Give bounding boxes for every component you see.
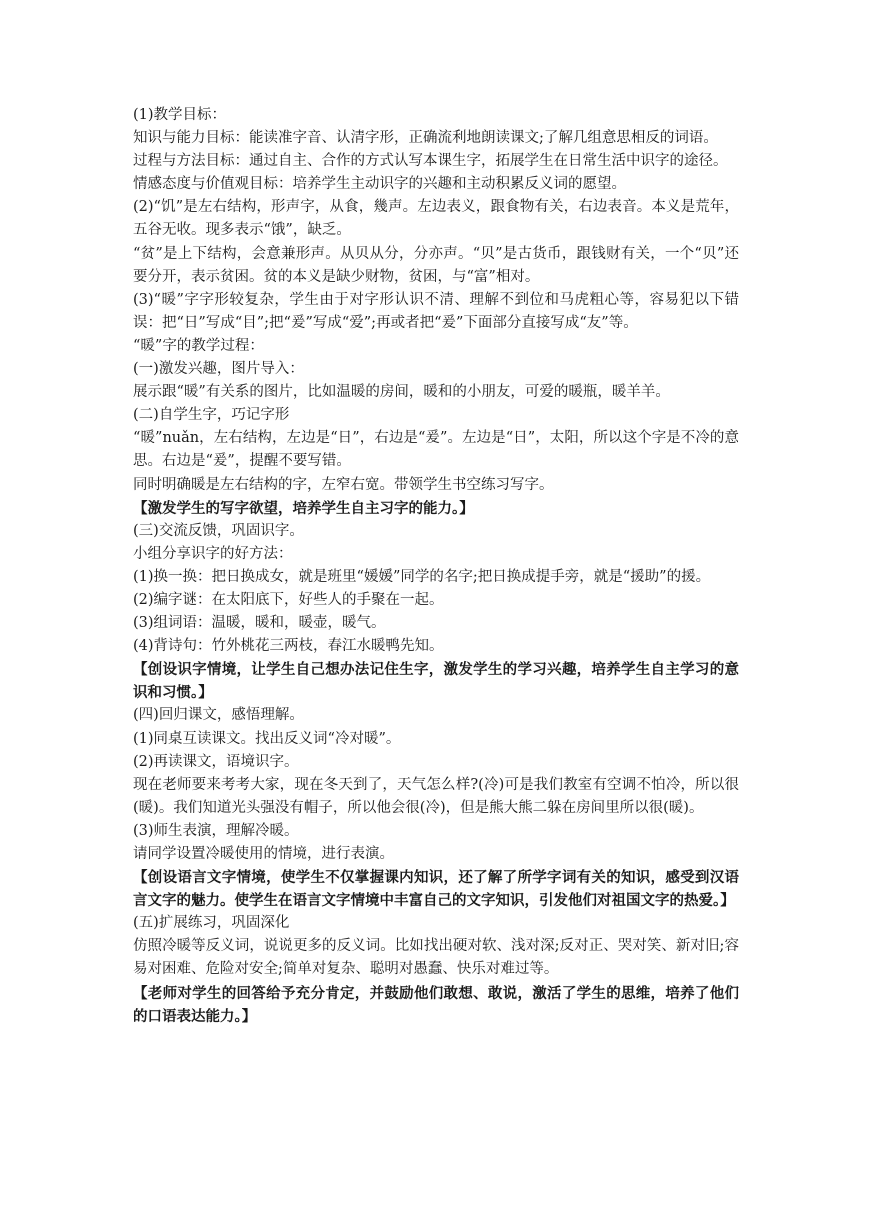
paragraph: “暖”nuǎn，左右结构，左边是“日”，右边是“爰”。左边是“日”，太阳，所以这个字是不冷的意思。右边是“爰”，提醒不要写错。 <box>133 430 739 470</box>
paragraph: 知识与能力目标：能读准字音、认清字形，正确流利地朗读课文;了解几组意思相反的词语。 <box>133 130 718 147</box>
paragraph: 过程与方法目标：通过自主、合作的方式认写本课生字，拓展学生在日常生活中识字的途径。 <box>133 153 728 170</box>
paragraph: (1)换一换：把日换成女，就是班里“媛媛”同学的名字;把日换成提手旁，就是“援助”的援。 <box>133 568 711 585</box>
section-heading: (五)扩展练习，巩固深化 <box>133 915 290 932</box>
paragraph: 同时明确暖是左右结构的字，左窄右宽。带领学生书空练习写字。 <box>133 476 554 493</box>
paragraph: (1)教学目标： <box>133 107 227 123</box>
design-note: 【创设识字情境，让学生自己想办法记住生字，激发学生的学习兴趣，培养学生自主学习的意识和习惯。】 <box>133 661 739 702</box>
section-heading: (一)激发兴趣，图片导入： <box>133 361 304 378</box>
design-note: 【老师对学生的回答给予充分肯定，并鼓励他们敢想、敢说，激活了学生的思维，培养了他们的口语表达能力。】 <box>133 984 739 1025</box>
paragraph: 小组分享识字的好方法： <box>133 545 293 562</box>
paragraph: 情感态度与价值观目标：培养学生主动识字的兴趣和主动积累反义词的愿望。 <box>133 176 626 193</box>
paragraph: 请同学设置冷暖使用的情境，进行表演。 <box>133 846 394 862</box>
section-heading: (四)回归课文，感悟理解。 <box>133 707 304 724</box>
paragraph: (2)再读课文，语境识字。 <box>133 753 299 770</box>
paragraph: (3)师生表演，理解冷暖。 <box>133 822 299 839</box>
section-heading: (二)自学生字，巧记字形 <box>133 407 290 424</box>
section-heading: (三)交流反馈，巩固识字。 <box>133 522 304 539</box>
paragraph: (2)“饥”是左右结构，形声字，从食，幾声。左边表义，跟食物有关，右边表音。本义是荒年，五谷无收。现多表示“饿”，缺乏。 <box>133 199 739 239</box>
paragraph: 仿照冷暖等反义词，说说更多的反义词。比如找出硬对软、浅对深;反对正、哭对笑、新对旧;容易对困难、危险对安全;简单对复杂、聪明对愚蠢、快乐对难过等。 <box>133 938 739 978</box>
paragraph: (3)“暖”字字形较复杂，学生由于对字形认识不清、理解不到位和马虎粗心等，容易犯以下错误：把“日”写成“目”;把“爰”写成“爱”;再或者把“爰”下面部分直接写成“友”等。 <box>133 291 739 331</box>
section-heading: “暖”字的教学过程： <box>133 337 264 354</box>
paragraph: (2)编字谜：在太阳底下，好些人的手聚在一起。 <box>133 591 444 608</box>
paragraph: (4)背诗句：竹外桃花三两枝，春江水暖鸭先知。 <box>133 638 444 655</box>
document-body <box>133 104 739 1028</box>
paragraph: 展示跟“暖”有关系的图片，比如温暖的房间，暖和的小朋友，可爱的暖瓶，暖羊羊。 <box>133 384 670 401</box>
paragraph: (3)组词语：温暖，暖和，暖壶，暖气。 <box>133 615 386 632</box>
paragraph: “贫”是上下结构，会意兼形声。从贝从分，分亦声。“贝”是古货币，跟钱财有关，一个“贝”还要分开，表示贫困。贫的本义是缺少财物，贫困，与“富”相对。 <box>133 245 739 285</box>
paragraph: 现在老师要来考考大家，现在冬天到了，天气怎么样?(冷)可是我们教室有空调不怕冷，所以很(暖)。我们知道光头强没有帽子，所以他会很(冷)，但是熊大熊二躲在房间里所以很(暖)。 <box>133 776 739 816</box>
paragraph: (1)同桌互读课文。找出反义词“冷对暖”。 <box>133 730 401 747</box>
design-note: 【创设语言文字情境，使学生不仅掌握课内知识，还了解了所学字词有关的知识，感受到汉语言文字的魅力。使学生在语言文字情境中丰富自己的文字知识，引发他们对祖国文字的热爱。】 <box>133 869 739 910</box>
design-note: 【激发学生的写字欲望，培养学生自主习字的能力。】 <box>133 499 474 517</box>
